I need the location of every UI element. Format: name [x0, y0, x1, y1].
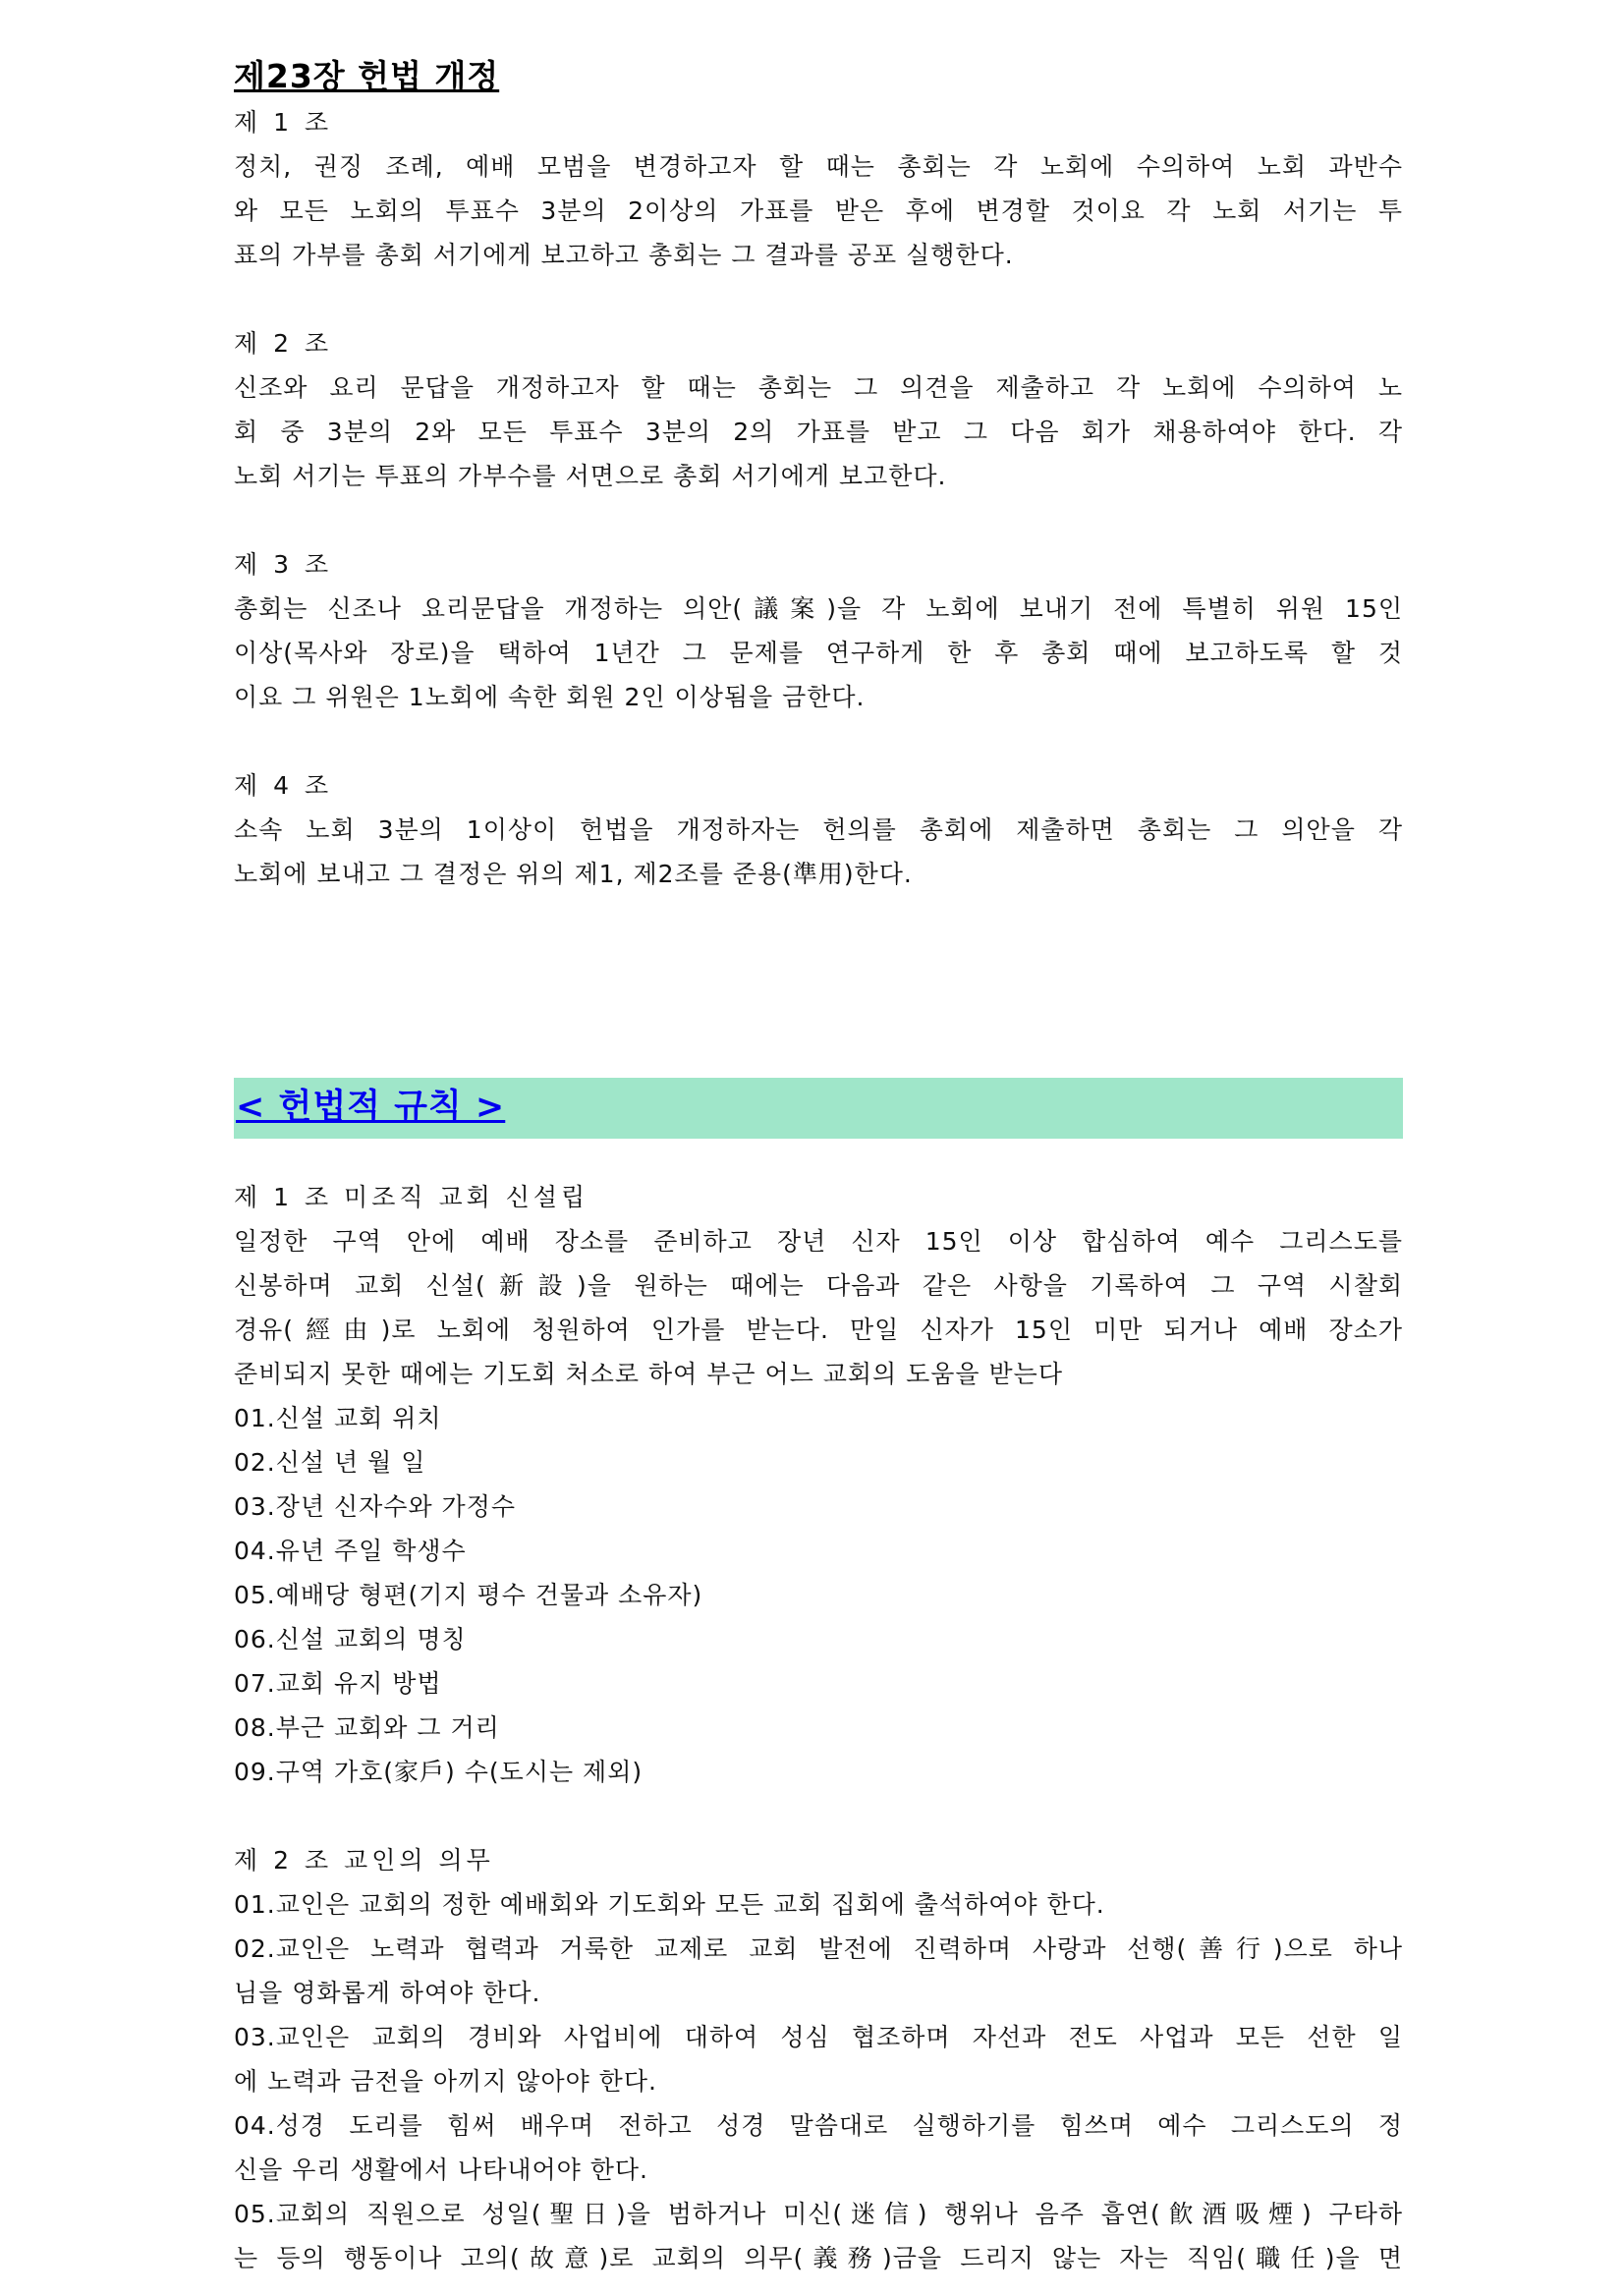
- rule-article-2: [234, 1838, 1403, 2280]
- list-item: 02.교인은 노력과 협력과 거룩한 교제로 교회 발전에 진력하며 사랑과 선행(善行)으로 하나: [234, 1934, 1403, 1963]
- list-item: 08.부근 교회와 그 거리: [234, 1713, 500, 1742]
- list-item: 01.교인은 교회의 정한 예배회와 기도회와 모든 교회 집회에 출석하여야 한다.: [234, 1890, 1105, 1919]
- list-item: 04.성경 도리를 힘써 배우며 전하고 성경 말씀대로 실행하기를 힘쓰며 예수 그리스도의 정: [234, 2111, 1403, 2140]
- spacer: [234, 719, 1403, 763]
- spacer: [234, 498, 1403, 542]
- article-2: [234, 321, 1403, 498]
- rules-section: [234, 1175, 1403, 2280]
- list-item: 09.구역 가호(家戶) 수(도시는 제외): [234, 1758, 644, 1786]
- spacer: [234, 277, 1403, 321]
- text-line: 일정한 구역 안에 예배 장소를 준비하고 장년 신자 15인 이상 합심하여 예수 그리스도를: [234, 1227, 1403, 1256]
- article-heading: 제 2 조: [234, 329, 333, 358]
- article-heading: 제 4 조: [234, 771, 333, 800]
- article-3: [234, 542, 1403, 719]
- article-heading: 제 3 조: [234, 550, 333, 579]
- text-line: 표의 가부를 총회 서기에게 보고하고 총회는 그 결과를 공포 실행한다.: [234, 241, 1014, 269]
- text-line: 노회 서기는 투표의 가부수를 서면으로 총회 서기에게 보고한다.: [234, 462, 947, 490]
- list-item: 05.예배당 형편(기지 평수 건물과 소유자): [234, 1581, 703, 1609]
- chapter-title: 제23장 헌법 개정: [234, 57, 500, 95]
- spacer: [234, 1794, 1403, 1838]
- text-line: 이요 그 위원은 1노회에 속한 회원 2인 이상됨을 금한다.: [234, 683, 866, 711]
- text-line: 준비되지 못한 때에는 기도회 처소로 하여 부근 어느 교회의 도움을 받는다: [234, 1360, 1063, 1388]
- list-item-continued: 신을 우리 생활에서 나타내어야 한다.: [234, 2156, 648, 2184]
- text-line: 총회는 신조나 요리문답을 개정하는 의안(議案)을 각 노회에 보내기 전에 특별히 위원 15인: [234, 594, 1403, 623]
- article-heading: 제 1 조: [234, 108, 333, 137]
- list-item-continued: 는 등의 행동이나 고의(故意)로 교회의 의무(義務)금을 드리지 않는 자는 직임(職任)을 면: [234, 2244, 1403, 2272]
- article-heading: 제 1 조 미조직 교회 신설립: [234, 1183, 589, 1211]
- section-banner: [234, 1078, 1403, 1139]
- list-item: 04.유년 주일 학생수: [234, 1537, 467, 1565]
- list-item: 02.신설 년 월 일: [234, 1448, 426, 1477]
- text-line: 노회에 보내고 그 결정은 위의 제1, 제2조를 준용(準用)한다.: [234, 860, 913, 888]
- text-line: 회 중 3분의 2와 모든 투표수 3분의 2의 가표를 받고 그 다음 회가 채용하여야 한다. 각: [234, 418, 1403, 446]
- text-line: 이상(목사와 장로)을 택하여 1년간 그 문제를 연구하게 한 후 총회 때에 보고하도록 할 것: [234, 639, 1403, 667]
- text-line: 경유(經由)로 노회에 청원하여 인가를 받는다. 만일 신자가 15인 미만 되거나 예배 장소가: [234, 1316, 1403, 1344]
- text-line: 신조와 요리 문답을 개정하고자 할 때는 총회는 그 의견을 제출하고 각 노회에 수의하여 노: [234, 373, 1403, 402]
- list-item: 07.교회 유지 방법: [234, 1669, 442, 1698]
- text-line: 와 모든 노회의 투표수 3분의 2이상의 가표를 받은 후에 변경할 것이요 각 노회 서기는 투: [234, 196, 1403, 225]
- list-item: 03.교인은 교회의 경비와 사업비에 대하여 성심 협조하며 자선과 전도 사업과 모든 선한 일: [234, 2023, 1403, 2051]
- list-item: 01.신설 교회 위치: [234, 1404, 442, 1432]
- list-item: 05.교회의 직원으로 성일(聖日)을 범하거나 미신(迷信) 행위나 음주 흡연(飮酒吸煙) 구타하: [234, 2200, 1403, 2228]
- list-item: 03.장년 신자수와 가정수: [234, 1492, 517, 1521]
- text-line: 신봉하며 교회 신설(新設)을 원하는 때에는 다음과 같은 사항을 기록하여 그 구역 시찰회: [234, 1271, 1403, 1300]
- list-item: 06.신설 교회의 명칭: [234, 1625, 467, 1653]
- article-1: [234, 100, 1403, 277]
- banner-title-link[interactable]: < 헌법적 규칙 >: [236, 1088, 506, 1127]
- article-4: [234, 763, 1403, 896]
- chapter-section: [234, 55, 1403, 896]
- article-heading: 제 2 조 교인의 의무: [234, 1846, 494, 1875]
- text-line: 소속 노회 3분의 1이상이 헌법을 개정하자는 헌의를 총회에 제출하면 총회는 그 의안을 각: [234, 815, 1403, 844]
- list-item-continued: 에 노력과 금전을 아끼지 않아야 한다.: [234, 2067, 657, 2096]
- text-line: 정치, 권징 조례, 예배 모범을 변경하고자 할 때는 총회는 각 노회에 수의하여 노회 과반수: [234, 152, 1403, 181]
- list-item-continued: 님을 영화롭게 하여야 한다.: [234, 1979, 541, 2007]
- rule-article-1: [234, 1175, 1403, 1794]
